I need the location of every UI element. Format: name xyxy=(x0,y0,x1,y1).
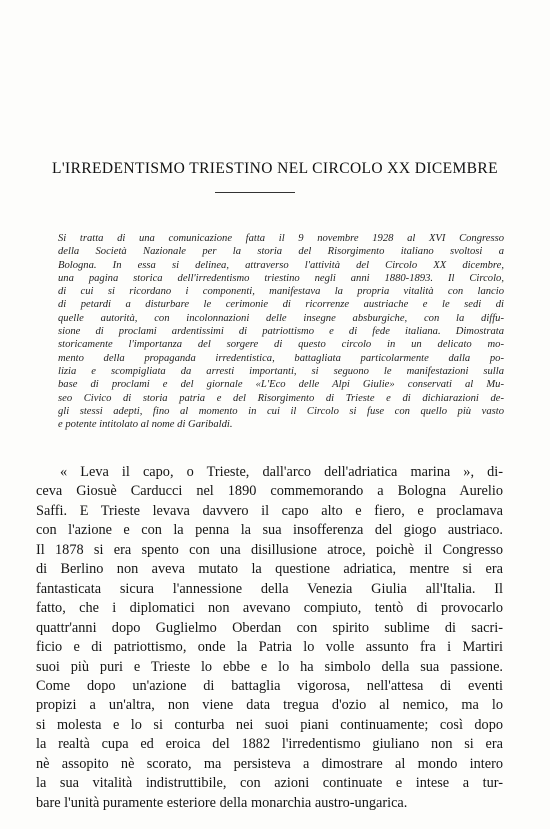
body-line: si molesta e lo si conturba nei suoi piani continuamente; così dopo xyxy=(36,716,503,733)
body-line: suoi più puri e Trieste lo ebbe e lo ha simbolo della sua passione. xyxy=(36,658,503,675)
body-line: bare l'unità puramente esteriore della monarchia austro-ungarica. xyxy=(36,794,408,811)
abstract-line: di petardi a disturbare le cerimonie di ricorrenze austriache e le sedi di xyxy=(58,299,504,311)
abstract-line: seo Civico di storia patria e del Risorgimento di Trieste e di dichiarazioni de- xyxy=(58,392,504,404)
abstract-line: lizia e scompigliata da arresti importanti, si seguono le manifestazioni sulla xyxy=(58,365,504,377)
body-line: Il 1878 si era spento con una disillusione atroce, poichè il Congresso xyxy=(36,541,503,558)
body-line: nè assopito nè scorato, ma persisteva a dimostrare al mondo intero xyxy=(36,755,503,772)
abstract-line: Bologna. In essa si delinea, attraverso l'attività del Circolo XX dicembre, xyxy=(58,259,504,271)
body-line: la realtà cupa ed eroica del 1882 l'irredentismo giuliano non si era xyxy=(36,736,503,753)
abstract-line: sione di proclami ardentissimi di patriottismo e di fede italiana. Dimostrata xyxy=(58,326,504,338)
abstract-line: storicamente l'importanza del sorgere di questo circolo in un delicato mo- xyxy=(58,339,504,351)
body-line: ceva Giosuè Carducci nel 1890 commemorando a Bologna Aurelio xyxy=(36,483,503,500)
abstract-line: della Società Nazionale per la storia del Risorgimento italiano svoltosi a xyxy=(58,246,504,258)
body-line: ficio e di patriottismo, onde la Patria lo volle assunto fra i Martiri xyxy=(36,639,503,656)
body-line: fantasticata sicura l'annessione della Venezia Giulia all'Italia. Il xyxy=(36,580,503,597)
abstract-line: di cui si ricordano i componenti, manifestava la propria vitalità con lancio xyxy=(58,286,504,298)
title-rule xyxy=(215,192,295,193)
body-line: di Berlino non aveva mutato la questione adriatica, mentre si era xyxy=(36,561,503,578)
body-line: « Leva il capo, o Trieste, dall'arco dell'adriatica marina », di- xyxy=(60,464,503,480)
body-line: quattr'anni dopo Guglielmo Oberdan con spirito sublime di sacri- xyxy=(36,619,503,636)
abstract-line: quelle autorità, con incolonnazioni delle insegne absburgiche, con la diffu- xyxy=(58,312,504,324)
abstract-line: base di proclami e del giornale «L'Eco delle Alpi Giulie» conservati al Mu- xyxy=(58,379,504,391)
body-line: Come dopo un'azione di battaglia vigorosa, nell'attesa di eventi xyxy=(36,677,503,694)
body-line: la sua vitalità indistruttibile, con azioni continuate e intese a tur- xyxy=(36,775,503,792)
abstract-line: e potente intitolato al nome di Garibaldi. xyxy=(58,419,233,431)
abstract-line: gli stessi adepti, fino al momento in cui il Circolo si fuse con quello più vasto xyxy=(58,405,504,417)
body-line: propizi a un'altra, non viene data tregua d'ozio al nemico, ma lo xyxy=(36,697,503,714)
body-line: Saffi. E Trieste levava davvero il capo alto e fiero, e proclamava xyxy=(36,502,503,519)
abstract-line: una pagina storica dell'irredentismo triestino negli anni 1880-1893. Il Circolo, xyxy=(58,272,504,284)
article-title: L'IRREDENTISMO TRIESTINO NEL CIRCOLO XX DICEMBRE xyxy=(51,160,499,177)
abstract-line: mento della propaganda irredentistica, battagliata particolarmente dalla po- xyxy=(58,352,504,364)
body-line: con l'azione e con la penna la sua insofferenza del giogo austriaco. xyxy=(36,522,503,539)
abstract-line: Si tratta di una comunicazione fatta il 9 novembre 1928 al XVI Congresso xyxy=(58,233,504,244)
body-line: fatto, che i diplomatici non avevano compiuto, tentò di provocarlo xyxy=(36,600,503,617)
abstract-paragraph xyxy=(58,232,504,431)
body-paragraph xyxy=(36,463,503,813)
